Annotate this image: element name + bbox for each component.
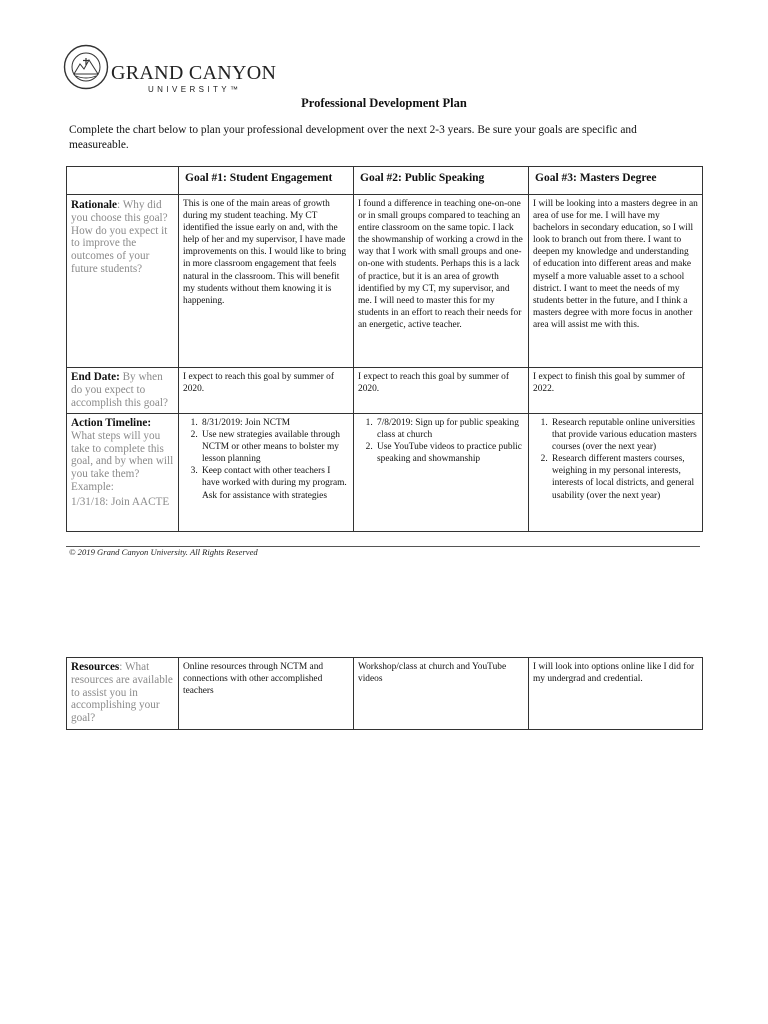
rationale-goal-1: This is one of the main areas of growth during my student teaching. My CT identified the issue early on and, with the help of her and my supervisor, I have made improvements on this. I would like to bring in more classroom engagement that feels natural in the classroom. This will benefit my students without them knowing it is happening.	[179, 195, 354, 368]
goal-1-header: Goal #1: Student Engagement	[179, 167, 354, 195]
action-timeline-question: What steps will you take to complete this goal, and by when will you take them? Example:	[71, 429, 174, 493]
corner-cell	[67, 167, 179, 195]
intro-text: Complete the chart below to plan your professional development over the next 2-3 years. Be sure your goals are specific and measureable.	[69, 124, 637, 151]
end-date-row	[67, 368, 703, 414]
list-item: 2. Use YouTube videos to practice public speaking and showmanship	[375, 441, 524, 465]
end-date-question: By when do you expect to accomplish this goal?	[71, 371, 168, 409]
plan-table	[66, 166, 703, 532]
action-timeline-label: Action Timeline	[71, 417, 148, 429]
resources-row	[67, 658, 703, 730]
page-title: Professional Development Plan	[301, 96, 467, 110]
action-timeline-goal-1	[179, 414, 354, 532]
rationale-label: Rationale	[71, 199, 117, 211]
action-timeline-goal-3	[529, 414, 703, 532]
resources-question: : What resources are available to assist you in accomplishing your goal?	[71, 661, 173, 725]
end-date-goal-2: I expect to reach this goal by summer of 2020.	[354, 368, 529, 414]
end-date-goal-1: I expect to reach this goal by summer of 2020.	[179, 368, 354, 414]
action-timeline-example: 1/31/18: Join AACTE	[71, 495, 170, 508]
list-item: 3. Keep contact with other teachers I have worked with during my program. Ask for assistance with strategies	[200, 465, 349, 501]
copyright-notice: © 2019 Grand Canyon University. All Rights Reserved	[69, 547, 258, 557]
action-timeline-colon: :	[147, 417, 152, 429]
list-item: 1. Research reputable online universities that provide various education masters courses (over the next year)	[550, 417, 698, 453]
resources-goal-3: I will look into options online like I did for my undergrad and credential.	[529, 658, 703, 730]
end-date-label-cell	[67, 368, 179, 414]
list-item: 1. 7/8/2019: Sign up for public speaking class at church	[375, 417, 524, 441]
goal-3-header: Goal #3: Masters Degree	[529, 167, 703, 195]
logo-subtitle: UNIVERSITY™	[148, 85, 242, 94]
rationale-question: : Why did you choose this goal? How do you expect it to improve the outcomes of your future students?	[71, 199, 168, 275]
end-date-goal-3: I expect to finish this goal by summer of 2022.	[529, 368, 703, 414]
list-item: 2. Research different masters courses, weighing in my personal interests, interests of local districts, and general usability (over the next year)	[550, 453, 698, 501]
resources-goal-2: Workshop/class at church and YouTube videos	[354, 658, 529, 730]
end-date-label: End Date:	[71, 371, 120, 383]
rationale-goal-2: I found a difference in teaching one-on-one or in small groups compared to teaching an entire classroom on the same topic. I lack the showmanship of working a crowd in the way that I work with small groups and one-on-one with students. Perhaps this is a lack of practice, but it is an area of growth identified by my CT, my supervisor, and me. I will need to master this for my students in an effort to reach their needs for an energetic, active teacher.	[354, 195, 529, 368]
logo-wordmark: GRAND CANYON	[111, 62, 277, 84]
resources-label-cell	[67, 658, 179, 730]
rationale-label-cell	[67, 195, 179, 368]
action-timeline-row	[67, 414, 703, 532]
rationale-row	[67, 195, 703, 368]
list-item: 1. 8/31/2019: Join NCTM	[200, 417, 349, 429]
resources-goal-1: Online resources through NCTM and connections with other accomplished teachers	[179, 658, 354, 730]
action-timeline-label-cell	[67, 414, 179, 532]
list-item: 2. Use new strategies available through NCTM or other means to bolster my lesson planning	[200, 429, 349, 465]
resources-table	[66, 657, 703, 730]
university-seal-icon	[63, 44, 109, 90]
action-timeline-goal-2	[354, 414, 529, 532]
university-logo	[63, 44, 277, 96]
header-row	[67, 167, 703, 195]
resources-label: Resources	[71, 661, 120, 673]
rationale-goal-3: I will be looking into a masters degree in an area of use for me. I will have my bachelors in secondary education, so I will look to branch out from there. I want to deepen my knowledge and understanding of education into different areas and make myself a more valuable asset to a school district. I want to meet the needs of my students better in the future, and I think a masters degree with more focus in another area will assist me with this.	[529, 195, 703, 368]
goal-2-header: Goal #2: Public Speaking	[354, 167, 529, 195]
